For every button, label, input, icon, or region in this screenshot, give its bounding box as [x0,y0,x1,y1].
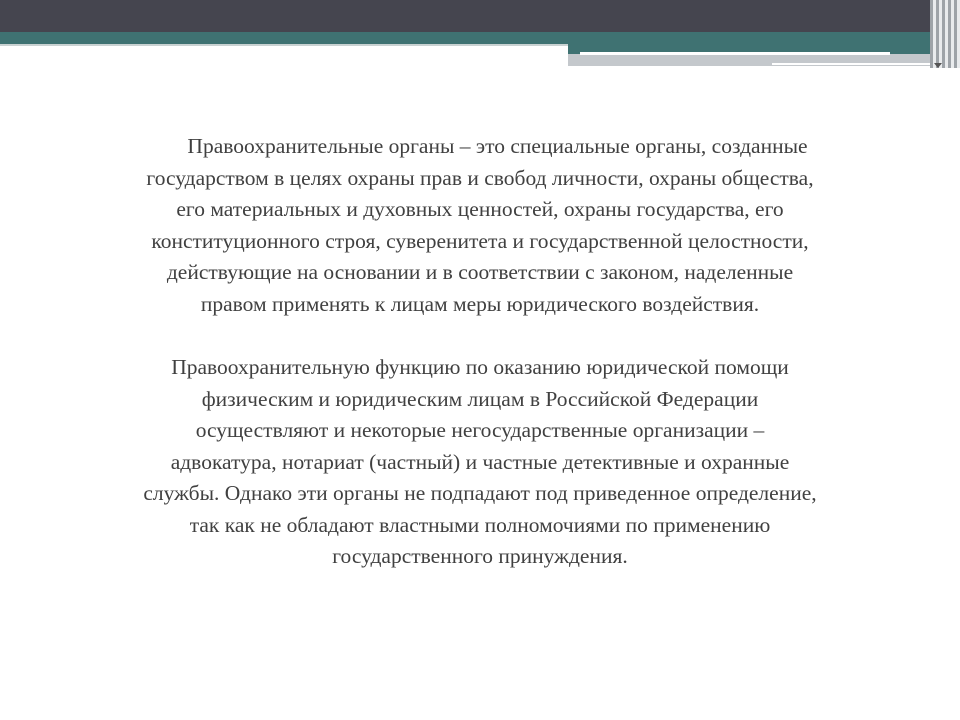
text-line: службы. Однако эти органы не подпадают под приведенное определение, [143,481,817,505]
text-line: государственного принуждения. [332,544,628,568]
text-line: правом применять к лицам меры юридического воздействия. [200,291,760,316]
corner-arrow-icon [934,63,942,68]
header-white-line-short [772,63,944,65]
text-line: так как не обладают властными полномочиями по применению [189,512,771,537]
definition-paragraph [60,131,900,320]
non-state-organizations-paragraph [60,352,900,573]
header-stripes [930,0,960,68]
text-line: физическим и юридическим лицам в Российской Федерации [201,386,759,411]
text-line: адвокатура, нотариат (частный) и частные детективные и охранные [170,449,790,474]
text-line: осуществляют и некоторые негосударственные организации – [195,418,765,442]
text-line: Правоохранительные органы – это специальные органы, созданные [187,134,808,158]
header-teal-bar [0,32,960,44]
text-line: конституционного строя, суверенитета и государственной целостности, [151,228,809,253]
header-white-line [580,52,890,55]
text-line: его материальных и духовных ценностей, охраны государства, его [176,197,784,221]
text-line: государством в целях охраны прав и свобод личности, охраны общества, [146,165,814,190]
text-line: Правоохранительную функцию по оказанию юридической помощи [171,355,789,379]
text-line: действующие на основании и в соответствии с законом, наделенные [166,260,794,284]
header-thin-line [0,44,568,46]
header-dark-bar [0,0,960,32]
